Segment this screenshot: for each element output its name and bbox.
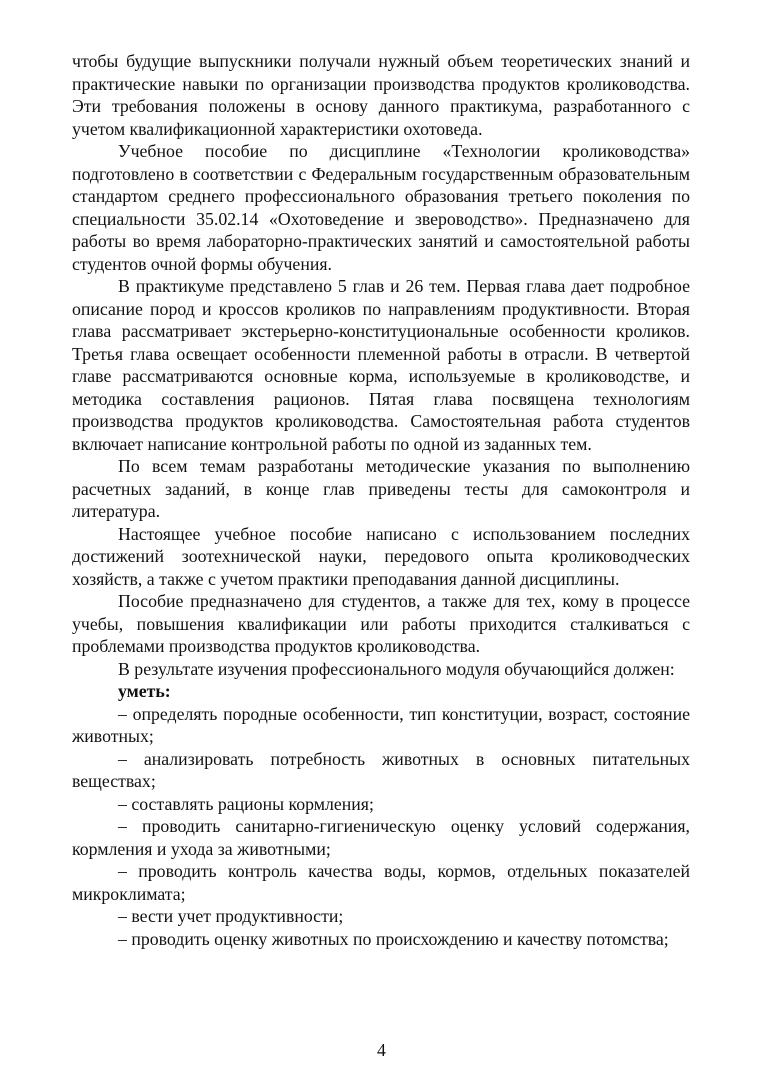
paragraph-audience: Пособие предназначено для студентов, а также для тех, кому в процессе учебы, повышения квалификации или работы приходится сталкиваться с проблемами производства продуктов кролиководства. <box>72 591 690 656</box>
skill-item: – проводить оценку животных по происхождению и качеству потомства; <box>118 928 669 949</box>
skill-item: – проводить санитарно-гигиеническую оценку условий содержания, кормления и ухода за животными; <box>72 816 690 859</box>
page-number: 4 <box>377 1040 386 1060</box>
paragraph-scientific-basis: Настоящее учебное пособие написано с использованием последних достижений зоотехнической науки, передового опыта кролиководческих хозяйств, а также с учетом практики преподавания данной дисциплины. <box>72 523 690 589</box>
page-body <box>72 50 690 950</box>
paragraph-intro-continuation: чтобы будущие выпускники получали нужный объем теоретических знаний и практические навыки по организации производства продуктов кролиководства. Эти требования положены в основу данного практикума, разработанного с учетом квалификационной характеристики охотоведа. <box>72 51 690 139</box>
paragraph-textbook-purpose: Учебное пособие по дисциплине «Технологии кролиководства» подготовлено в соответствии с Федеральным государственным образовательным стандартом среднего профессионального образования третьего поколения по специальности 35.02.14 «Охотоведение и звероводство». Предназначено для работы во время лабораторно-практических занятий и самостоятельной работы студентов очной формы обучения. <box>72 141 690 274</box>
paragraph-practicum-structure: В практикуме представлено 5 глав и 26 тем. Первая глава дает подробное описание пород и кроссов кроликов по направлениям продуктивности. Вторая глава рассматривает экстерьерно-конституциональные особенности кроликов. Третья глава освещает особенности племенной работы в отрасли. В четвертой главе рассматриваются основные корма, используемые в кролиководстве, и методика составления рационов. Пятая глава посвящена технологиям производства продуктов кролиководства. Самостоятельная работа студентов включает написание контрольной работы по одной из заданных тем. <box>72 276 690 454</box>
skill-item: – определять породные особенности, тип конституции, возраст, состояние животных; <box>72 703 690 746</box>
skills-heading: уметь: <box>118 681 171 701</box>
paragraph-learning-outcome: В результате изучения профессионального модуля обучающийся должен: <box>118 658 675 679</box>
skill-item: – анализировать потребность животных в основных питательных веществах; <box>72 748 690 791</box>
skill-item: – проводить контроль качества воды, кормов, отдельных показателей микроклимата; <box>72 861 690 904</box>
paragraph-methodical-guidance: По всем темам разработаны методические указания по выполнению расчетных заданий, в конце глав приведены тесты для самоконтроля и литература. <box>72 456 690 521</box>
skill-item: – вести учет продуктивности; <box>118 906 344 926</box>
skill-item: – составлять рационы кормления; <box>118 793 374 814</box>
